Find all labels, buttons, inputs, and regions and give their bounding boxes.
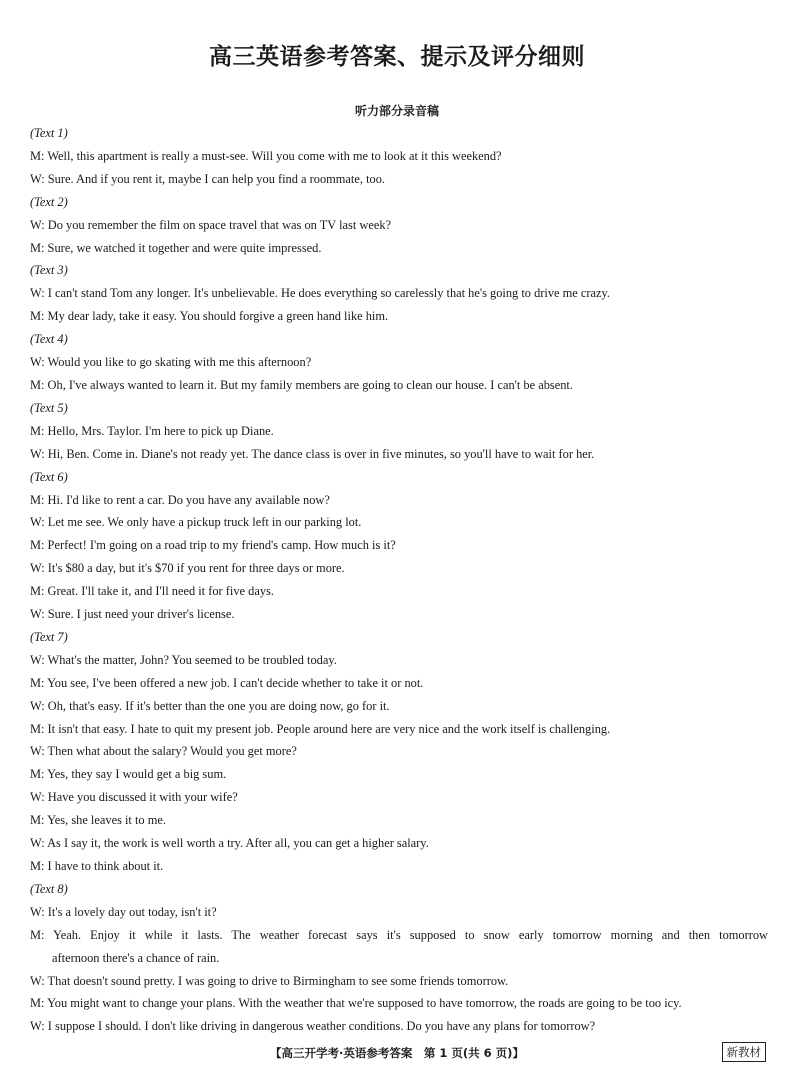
dialog-line: M: Hello, Mrs. Taylor. I'm here to pick up Diane. — [30, 423, 274, 438]
section-subtitle: 听力部分录音稿 — [354, 104, 439, 118]
dialog-line: W: It's $80 a day, but it's $70 if you rent for three days or more. — [30, 561, 345, 576]
dialog-line: M: Oh, I've always wanted to learn it. But my family members are going to clean our house. I can't be absent. — [30, 377, 573, 392]
dialog-line: M: You see, I've been offered a new job. I can't decide whether to take it or not. — [30, 675, 424, 690]
page-footer: 【高三开学考·英语参考答案 第 1 页(共 6 页)】 — [270, 1046, 524, 1060]
dialog-line-continuation: afternoon there's a chance of rain. — [52, 950, 220, 965]
dialog-line: W: Do you remember the film on space travel that was on TV last week? — [30, 217, 392, 232]
dialog-line: W: Then what about the salary? Would you get more? — [30, 744, 297, 759]
dialog-line: W: Sure. I just need your driver's license. — [30, 607, 235, 622]
dialog-line: M: Yes, she leaves it to me. — [30, 813, 166, 828]
dialog-line: W: It's a lovely day out today, isn't it? — [30, 904, 217, 919]
dialog-line: W: That doesn't sound pretty. I was going to drive to Birmingham to see some friends tomorrow. — [30, 973, 509, 988]
dialog-line: M: I have to think about it. — [30, 859, 164, 873]
dialog-line: W: Have you discussed it with your wife? — [30, 790, 238, 805]
edition-badge: 新教材 — [722, 1042, 767, 1062]
dialog-line: M: Well, this apartment is really a must-see. Will you come with me to look at it this weekend? — [30, 148, 502, 163]
dialog-line: M: Yeah. Enjoy it while it lasts. The weather forecast says it's supposed to snow early tomorrow morning and then tomorrow — [30, 927, 768, 942]
dialog-line: W: What's the matter, John? You seemed to be troubled today. — [30, 652, 337, 667]
dialog-line: M: Great. I'll take it, and I'll need it for five days. — [30, 584, 274, 599]
dialog-line: M: It isn't that easy. I hate to quit my present job. People around here are very nice and the work itself is challenging. — [30, 721, 611, 736]
text-section-label: (Text 8) — [30, 881, 68, 896]
text-section-label: (Text 2) — [30, 194, 68, 209]
dialog-line: M: You might want to change your plans. With the weather that we're supposed to have tomorrow, the roads are going to be too icy. — [30, 996, 682, 1011]
dialog-line: W: As I say it, the work is well worth a try. After all, you can get a higher salary. — [30, 836, 429, 851]
text-section-label: (Text 7) — [30, 629, 68, 644]
text-section-label: (Text 1) — [30, 126, 68, 140]
dialog-line: M: My dear lady, take it easy. You should forgive a green hand like him. — [30, 309, 389, 324]
text-section-label: (Text 6) — [30, 469, 68, 484]
dialog-line: W: I suppose I should. I don't like driving in dangerous weather conditions. Do you have any plans for tomorrow? — [30, 1019, 596, 1034]
dialog-line: W: Oh, that's easy. If it's better than the one you are doing now, go for it. — [30, 698, 390, 713]
dialog-line: W: Hi, Ben. Come in. Diane's not ready yet. The dance class is over in five minutes, so you'll have to wait for her. — [30, 446, 595, 461]
text-section-label: (Text 3) — [30, 263, 68, 278]
dialog-line: W: Let me see. We only have a pickup truck left in our parking lot. — [30, 515, 362, 530]
dialog-line: W: I can't stand Tom any longer. It's unbelievable. He does everything so carelessly that he's going to drive me crazy. — [30, 286, 610, 301]
page-title: 高三英语参考答案、提示及评分细则 — [209, 44, 585, 70]
dialog-line: M: Yes, they say I would get a big sum. — [30, 767, 227, 782]
dialog-line: M: Perfect! I'm going on a road trip to my friend's camp. How much is it? — [30, 538, 396, 553]
transcript-body — [30, 122, 768, 1038]
dialog-line: W: Sure. And if you rent it, maybe I can help you find a roommate, too. — [30, 171, 385, 186]
dialog-line: M: Sure, we watched it together and were quite impressed. — [30, 240, 322, 255]
dialog-line: W: Would you like to go skating with me this afternoon? — [30, 355, 312, 370]
dialog-line: M: Hi. I'd like to rent a car. Do you have any available now? — [30, 492, 330, 507]
text-section-label: (Text 5) — [30, 400, 68, 415]
text-section-label: (Text 4) — [30, 332, 68, 347]
